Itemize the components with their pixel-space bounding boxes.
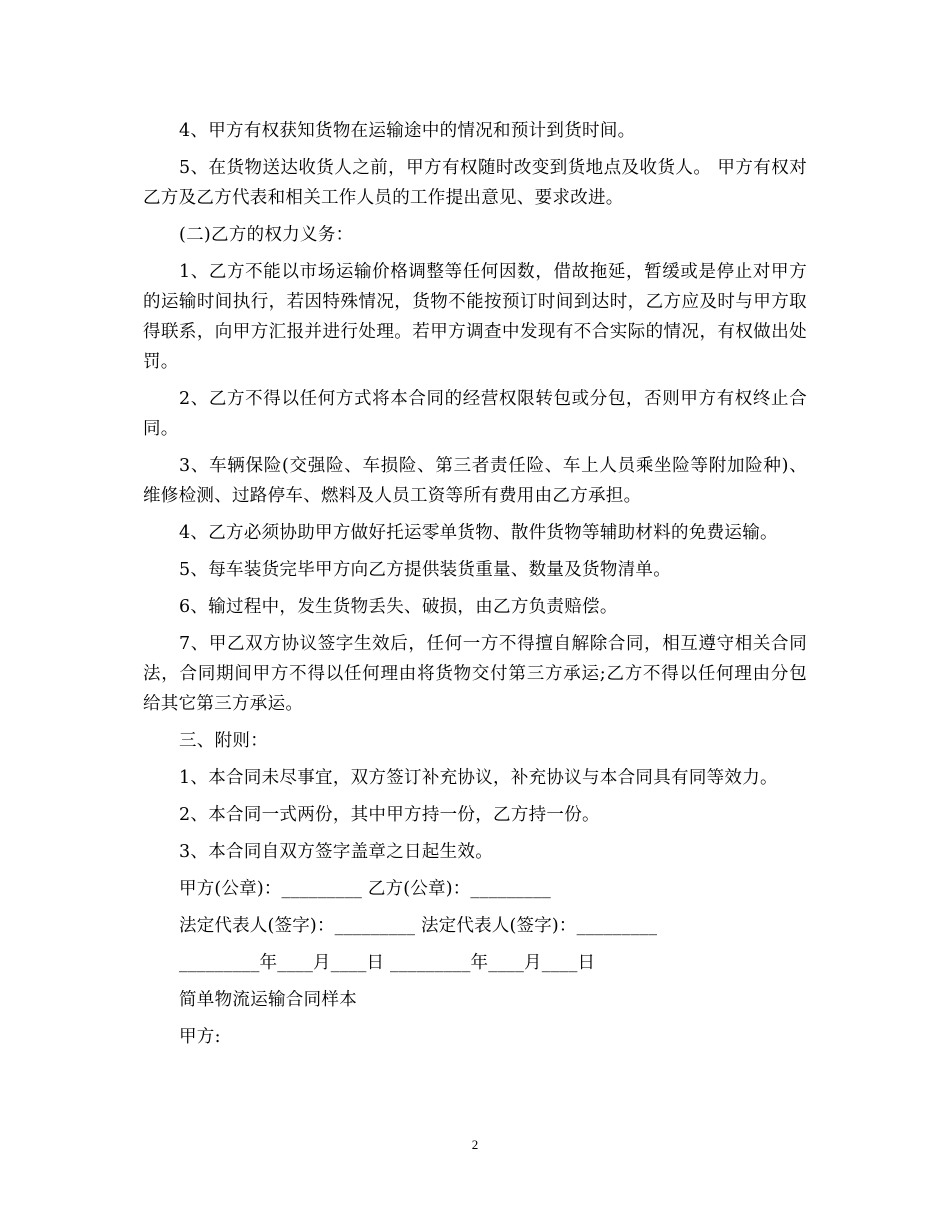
next-contract-title: 简单物流运输合同样本 — [179, 990, 357, 1010]
clause-b1: 1、乙方不能以市场运输价格调整等任何因数，借故拖延，暂缓或是停止对甲方的运输时间执行，若因特殊情况，货物不能按预订时间到达时，乙方应及时与甲方取得联系，向甲方汇报并进行处理。若甲方调查中发现有不合实际的情况，有权做出处罚。 — [143, 262, 807, 372]
contract-body — [143, 116, 807, 1052]
signature-seal-line — [143, 874, 807, 904]
section-heading-appendix: 三、附则： — [179, 731, 268, 751]
signature-representative-text: 法定代表人(签字)：_________ 法定代表人(签字)：_________ — [179, 916, 658, 936]
next-contract-party-a: 甲方: — [179, 1027, 221, 1047]
signature-seal-text: 甲方(公章)：_________ 乙方(公章)：_________ — [179, 879, 551, 899]
clause-a4: 4、甲方有权获知货物在运输途中的情况和预计到货时间。 — [179, 121, 636, 141]
signature-date-line — [143, 948, 807, 978]
clause-b7: 7、甲乙双方协议签字生效后，任何一方不得擅自解除合同，相互遵守相关合同法，合同期间甲方不得以任何理由将货物交付第三方承运;乙方不得以任何理由分包给其它第三方承运。 — [143, 634, 807, 714]
section-heading-b: (二)乙方的权力义务： — [179, 225, 354, 245]
clause-b5: 5、每车装货完毕甲方向乙方提供装货重量、数量及货物清单。 — [179, 560, 672, 580]
page-number: 2 — [471, 1137, 479, 1152]
appendix-clause-3: 3、本合同自双方签字盖章之日起生效。 — [179, 842, 494, 862]
appendix-clause-1: 1、本合同未尽事宜，双方签订补充协议，补充协议与本合同具有同等效力。 — [179, 768, 778, 788]
clause-b4: 4、乙方必须协助甲方做好托运零单货物、散件货物等辅助材料的免费运输。 — [179, 523, 778, 543]
clause-b3: 3、车辆保险(交强险、车损险、第三者责任险、车上人员乘坐险等附加险种)、维修检测、过路停车、燃料及人员工资等所有费用由乙方承担。 — [143, 456, 807, 506]
clause-a5: 5、在货物送达收货人之前，甲方有权随时改变到货地点及收货人。 甲方有权对乙方及乙方代表和相关工作人员的工作提出意见、要求改进。 — [143, 158, 807, 208]
signature-date-text: _________年____月____日 _________年____月____日 — [179, 953, 596, 973]
clause-b2: 2、乙方不得以任何方式将本合同的经营权限转包或分包，否则甲方有权终止合同。 — [143, 389, 807, 439]
clause-b6: 6、输过程中，发生货物丢失、破损，由乙方负责赔偿。 — [179, 597, 618, 617]
signature-representative-line — [143, 911, 807, 941]
appendix-clause-2: 2、本合同一式两份，其中甲方持一份，乙方持一份。 — [179, 805, 600, 825]
